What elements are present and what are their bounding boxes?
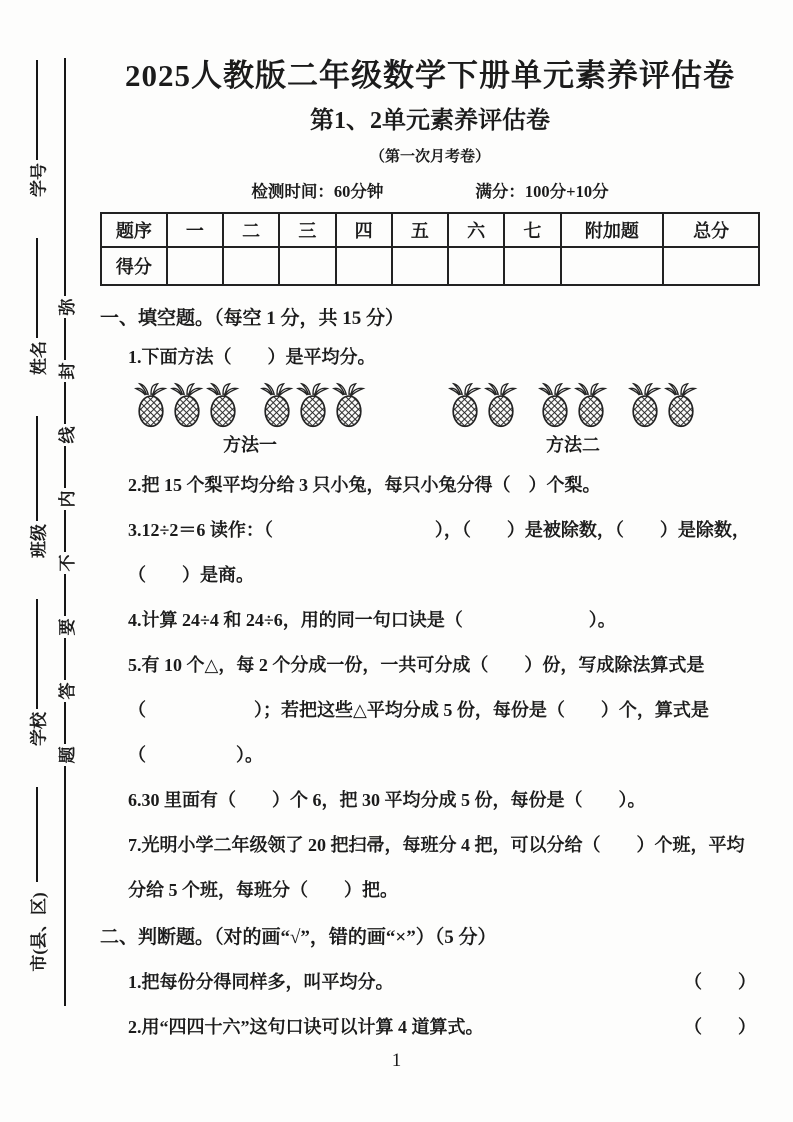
score-table bbox=[100, 212, 760, 286]
seal-char: 内 bbox=[57, 490, 77, 508]
score-table-header-cell: 附加题 bbox=[561, 213, 664, 247]
write-blank-line bbox=[36, 416, 38, 521]
field-label bbox=[22, 882, 52, 982]
judge-questions bbox=[100, 960, 760, 1050]
field-label-text: 姓名 bbox=[29, 341, 49, 375]
pineapple-group bbox=[134, 382, 240, 429]
seal-line-segment bbox=[64, 318, 66, 360]
seal-line-segment bbox=[64, 446, 66, 488]
pineapple-icon bbox=[206, 382, 240, 429]
pineapple-groups bbox=[134, 382, 366, 429]
seal-line-segment bbox=[64, 510, 66, 552]
margin-field bbox=[22, 416, 52, 561]
judge-answer-blank: （ ） bbox=[684, 972, 756, 992]
seal-line-segment bbox=[64, 58, 66, 296]
score-cell bbox=[561, 247, 664, 285]
pineapple-icon bbox=[134, 382, 168, 429]
seal-char: 要 bbox=[57, 618, 77, 636]
margin-field bbox=[22, 238, 52, 378]
score-table-header-row bbox=[101, 213, 759, 247]
judge-question-row bbox=[128, 1005, 760, 1050]
pineapple-groups bbox=[448, 382, 698, 429]
seal-char: 线 bbox=[57, 426, 77, 444]
score-row-label: 得分 bbox=[101, 247, 167, 285]
question-4: 4.计算 24÷4 和 24÷6，用的同一句口诀是（ ）。 bbox=[128, 610, 616, 630]
field-label-text: 班级 bbox=[29, 524, 49, 558]
margin-field bbox=[22, 787, 52, 982]
score-table-header-cell: 七 bbox=[504, 213, 560, 247]
exam-time: 检测时间：60分钟 bbox=[251, 182, 384, 201]
pineapple-group bbox=[448, 382, 518, 429]
seal-line-segment bbox=[64, 382, 66, 424]
judge-question-text: 1.把每份分得同样多，叫平均分。 bbox=[128, 972, 394, 992]
exam-content bbox=[100, 54, 760, 1050]
question-3: 3.12÷2＝6 读作：（ ），（ ）是被除数，（ ）是除数，（ ）是商。 bbox=[128, 520, 750, 585]
pineapple-group bbox=[538, 382, 608, 429]
seal-line-segment bbox=[64, 766, 66, 1006]
field-label bbox=[22, 521, 52, 561]
method bbox=[134, 382, 366, 457]
pineapple-group bbox=[628, 382, 698, 429]
seal-line bbox=[55, 58, 75, 1006]
exam-subtitle: 第1、2单元素养评估卷 bbox=[310, 108, 550, 134]
margin-field bbox=[22, 599, 52, 749]
pineapple-icon bbox=[574, 382, 608, 429]
pineapple-icon bbox=[296, 382, 330, 429]
margin-student-fields bbox=[22, 60, 52, 1010]
write-blank-line bbox=[36, 60, 38, 160]
method-label: 方法一 bbox=[223, 435, 277, 455]
question-1: 1.下面方法（ ）是平均分。 bbox=[128, 347, 376, 367]
score-table-header-cell: 六 bbox=[448, 213, 504, 247]
section-1-heading: 一、填空题。（每空 1 分，共 15 分） bbox=[100, 308, 405, 329]
seal-char: 答 bbox=[57, 682, 77, 700]
method-label: 方法二 bbox=[546, 435, 600, 455]
score-cell bbox=[448, 247, 504, 285]
field-label-text: 市(县、区) bbox=[29, 892, 49, 972]
question-1-methods bbox=[134, 382, 750, 457]
seal-line-segment bbox=[64, 574, 66, 616]
pineapple-icon bbox=[332, 382, 366, 429]
page-number: 1 bbox=[391, 1050, 402, 1071]
score-cell bbox=[392, 247, 448, 285]
pineapple-icon bbox=[448, 382, 482, 429]
pineapple-icon bbox=[260, 382, 294, 429]
field-label-text: 学校 bbox=[29, 712, 49, 746]
score-table-score-row bbox=[101, 247, 759, 285]
score-table-header-cell: 总分 bbox=[663, 213, 759, 247]
page-title: 2025人教版二年级数学下册单元素养评估卷 bbox=[125, 58, 735, 93]
question-7: 7.光明小学二年级领了 20 把扫帚，每班分 4 把，可以分给（ ）个班，平均分给 5 个班，每班分（ ）把。 bbox=[128, 835, 745, 900]
field-label-text: 学号 bbox=[29, 163, 49, 197]
score-cell bbox=[279, 247, 335, 285]
score-cell bbox=[504, 247, 560, 285]
judge-question-row bbox=[128, 960, 760, 1005]
score-cell bbox=[167, 247, 223, 285]
field-label bbox=[22, 709, 52, 749]
score-table-header-cell: 三 bbox=[279, 213, 335, 247]
judge-question-text: 2.用“四四十六”这句口诀可以计算 4 道算式。 bbox=[128, 1017, 484, 1037]
score-cell bbox=[336, 247, 392, 285]
score-table-header-cell: 五 bbox=[392, 213, 448, 247]
seal-char: 封 bbox=[57, 362, 77, 380]
pineapple-icon bbox=[628, 382, 662, 429]
pineapple-icon bbox=[664, 382, 698, 429]
method bbox=[448, 382, 698, 457]
score-cell bbox=[223, 247, 279, 285]
judge-answer-blank: （ ） bbox=[684, 1017, 756, 1037]
section-2-heading: 二、判断题。（对的画“√”，错的画“×”）（5 分） bbox=[100, 927, 497, 948]
question-5: 5.有 10 个△，每 2 个分成一份，一共可分成（ ）份，写成除法算式是（ ）；若把这些△平均分成 5 份，每份是（ ）个，算式是（ ）。 bbox=[128, 655, 709, 765]
write-blank-line bbox=[36, 787, 38, 882]
pineapple-icon bbox=[170, 382, 204, 429]
seal-line-segment bbox=[64, 638, 66, 680]
field-label bbox=[22, 160, 52, 200]
field-label bbox=[22, 338, 52, 378]
seal-char: 题 bbox=[57, 746, 77, 764]
write-blank-line bbox=[36, 238, 38, 338]
write-blank-line bbox=[36, 599, 38, 709]
exam-full-score: 满分：100分+10分 bbox=[475, 182, 609, 201]
score-table-header-cell: 一 bbox=[167, 213, 223, 247]
question-6: 6.30 里面有（ ）个 6，把 30 平均分成 5 份，每份是（ ）。 bbox=[128, 790, 646, 810]
seal-char: 不 bbox=[57, 554, 77, 572]
pineapple-icon bbox=[484, 382, 518, 429]
exam-meta bbox=[100, 178, 760, 202]
score-table-header-cell: 二 bbox=[223, 213, 279, 247]
score-cell bbox=[663, 247, 759, 285]
pineapple-icon bbox=[538, 382, 572, 429]
seal-line-segment bbox=[64, 702, 66, 744]
question-2: 2.把 15 个梨平均分给 3 只小兔，每只小兔分得（ ）个梨。 bbox=[128, 475, 601, 495]
seal-char: 弥 bbox=[57, 298, 77, 316]
score-table-header-cell: 四 bbox=[336, 213, 392, 247]
margin-field bbox=[22, 60, 52, 200]
exam-note: （第一次月考卷） bbox=[369, 149, 490, 165]
score-table-header-cell: 题序 bbox=[101, 213, 167, 247]
pineapple-group bbox=[260, 382, 366, 429]
